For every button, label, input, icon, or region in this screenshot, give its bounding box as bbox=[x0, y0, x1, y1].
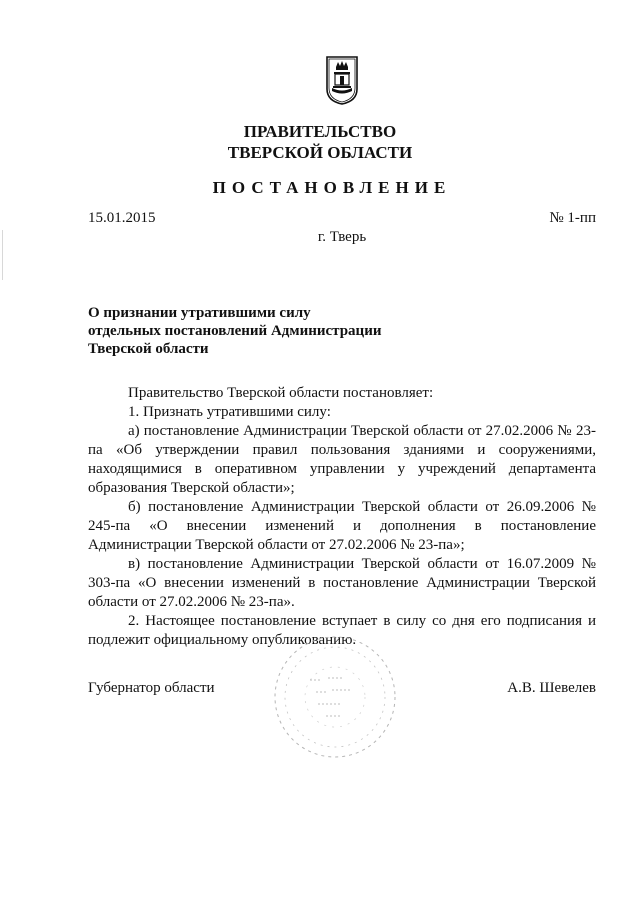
org-line-2: ТВЕРСКОЙ ОБЛАСТИ bbox=[227, 143, 413, 162]
subject-line-1: О признании утратившими силу bbox=[88, 305, 311, 321]
body-paragraph: а) постановление Администрации Тверской области от 27.02.2006 № 23-па «Об утверждении правил пользования зданиями и сооружениями, находящимися в оперативном управлении у учреждений департамента образования Тверской области»; bbox=[88, 423, 596, 496]
subject-line-3: Тверской области bbox=[88, 341, 209, 357]
body-paragraph: в) постановление Администрации Тверской области от 16.07.2009 № 303-па «О внесении изменений в постановление Администрации Тверской области от 27.02.2006 № 23-па». bbox=[88, 556, 596, 610]
tver-coat-of-arms-icon bbox=[325, 55, 359, 105]
body-paragraph: 2. Настоящее постановление вступает в силу со дня его подписания и подлежит официальному опубликованию. bbox=[88, 613, 596, 648]
document-subject bbox=[88, 304, 428, 358]
document-body bbox=[88, 384, 596, 650]
document-date: 15.01.2015 bbox=[88, 210, 156, 226]
document-city: г. Тверь bbox=[317, 229, 367, 245]
signatory-name: А.В. Шевелев bbox=[507, 680, 596, 696]
document-number: № 1-пп bbox=[549, 210, 596, 226]
official-seal-icon bbox=[270, 632, 400, 762]
body-paragraph: Правительство Тверской области постановляет: bbox=[128, 385, 434, 401]
organization-name bbox=[0, 121, 640, 163]
body-paragraph: 1. Признать утратившими силу: bbox=[128, 404, 331, 420]
document-type: ПОСТАНОВЛЕНИЕ bbox=[212, 178, 452, 197]
subject-line-2: отдельных постановлений Администрации bbox=[88, 323, 382, 339]
org-line-1: ПРАВИТЕЛЬСТВО bbox=[243, 122, 397, 141]
body-paragraph: б) постановление Администрации Тверской области от 26.09.2006 № 245-па «О внесении изменений и дополнения в постановление Администрации Тверской области от 27.02.2006 № 23-па»; bbox=[88, 499, 596, 553]
signatory-position: Губернатор области bbox=[88, 680, 215, 696]
